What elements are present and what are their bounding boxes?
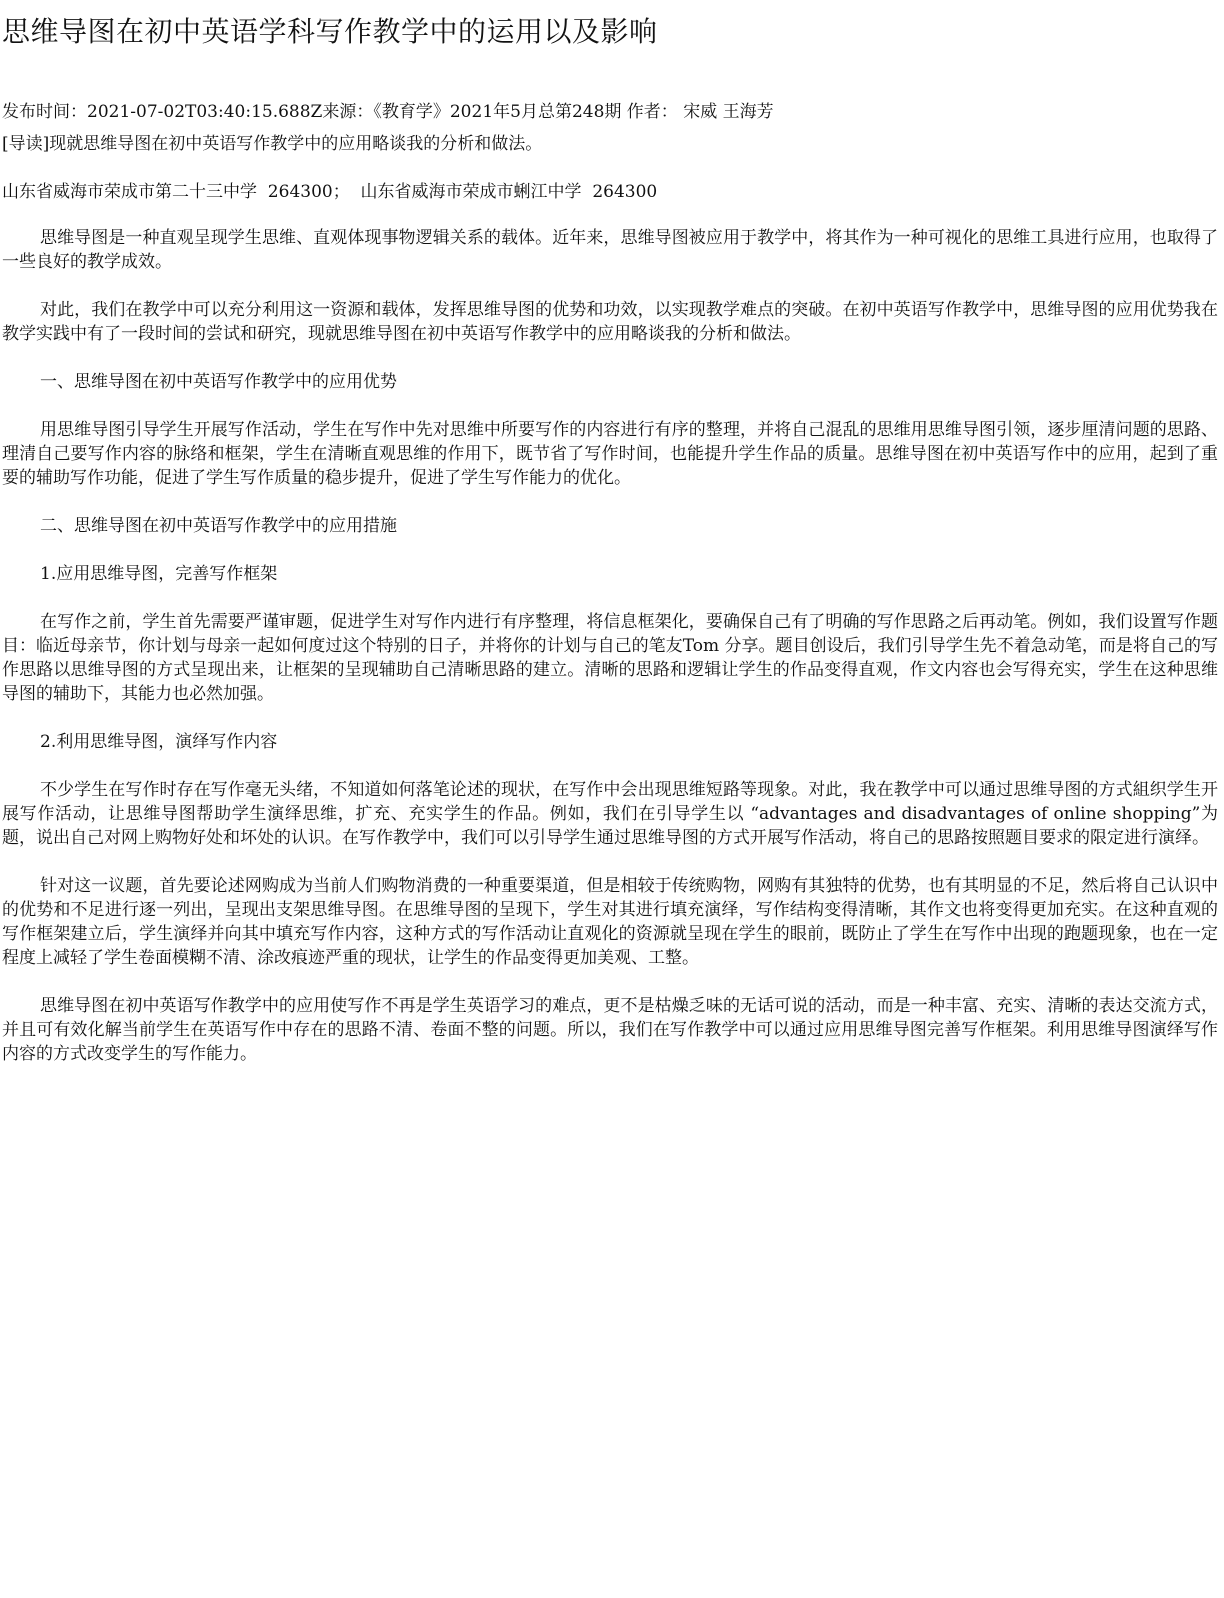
article-title: 思维导图在初中英语学科写作教学中的运用以及影响 [2, 15, 658, 48]
paragraph-2: 对此，我们在教学中可以充分利用这一资源和载体，发挥思维导图的优势和功效，以实现教学难点的突破。在初中英语写作教学中，思维导图的应用优势我在教学实践中有了一段时间的尝试和研究，现就思维导图在初中英语写作教学中的应用略谈我的分析和做法。 [2, 300, 1218, 344]
author-affiliation: 山东省威海市荣成市第二十三中学 264300； 山东省威海市荣成市蜊江中学 264300 [2, 182, 658, 202]
section-heading-2: 二、思维导图在初中英语写作教学中的应用措施 [40, 516, 397, 536]
paragraph-1: 思维导图是一种直观呈现学生思维、直观体现事物逻辑关系的载体。近年来，思维导图被应用于教学中，将其作为一种可视化的思维工具进行应用，也取得了一些良好的教学成效。 [2, 228, 1218, 272]
paragraph-4: 在写作之前，学生首先需要严谨审题，促进学生对写作内进行有序整理，将信息框架化，要确保自己有了明确的写作思路之后再动笔。例如，我们设置写作题目：临近母亲节，你计划与母亲一起如何度过这个特别的日子，并将你的计划与自己的笔友Tom 分享。题目创设后，我们引导学生先不着急动笔，而是将自己的写作思路以思维导图的方式呈现出来，让框架的呈现辅助自己清晰思路的建立。清晰的思路和逻辑让学生的作品变得直观，作文内容也会写得充实，学生在这种思维导图的辅助下，其能力也必然加强。 [2, 612, 1218, 704]
publish-meta: 发布时间：2021-07-02T03:40:15.688Z来源：《教育学》2021年5月总第248期 作者： 宋威 王海芳 [2, 102, 774, 122]
paragraph-3: 用思维导图引导学生开展写作活动，学生在写作中先对思维中所要写作的内容进行有序的整理，并将自己混乱的思维用思维导图引领，逐步厘清问题的思路、理清自己要写作内容的脉络和框架，学生在清晰直观思维的作用下，既节省了写作时间，也能提升学生作品的质量。思维导图在初中英语写作中的应用，起到了重要的辅助写作功能，促进了学生写作质量的稳步提升，促进了学生写作能力的优化。 [2, 420, 1218, 488]
paragraph-6: 针对这一议题，首先要论述网购成为当前人们购物消费的一种重要渠道，但是相较于传统购物，网购有其独特的优势，也有其明显的不足，然后将自己认识中的优势和不足进行逐一列出，呈现出支架思维导图。在思维导图的呈现下，学生对其进行填充演绎，写作结构变得清晰，其作文也将变得更加充实。在这种直观的写作框架建立后，学生演绎并向其中填充写作内容，这种方式的写作活动让直观化的资源就呈现在学生的眼前，既防止了学生在写作中出现的跑题现象，也在一定程度上减轻了学生卷面模糊不清、涂改痕迹严重的现状，让学生的作品变得更加美观、工整。 [2, 876, 1218, 968]
paragraph-7: 思维导图在初中英语写作教学中的应用使写作不再是学生英语学习的难点，更不是枯燥乏味的无话可说的活动，而是一种丰富、充实、清晰的表达交流方式，并且可有效化解当前学生在英语写作中存在的思路不清、卷面不整的问题。所以，我们在写作教学中可以通过应用思维导图完善写作框架。利用思维导图演绎写作内容的方式改变学生的写作能力。 [2, 996, 1218, 1064]
article-page [0, 14, 1222, 1066]
article-lead: [导读]现就思维导图在初中英语写作教学中的应用略谈我的分析和做法。 [2, 134, 543, 154]
paragraph-5: 不少学生在写作时存在写作毫无头绪，不知道如何落笔论述的现状，在写作中会出现思维短路等现象。对此，我在教学中可以通过思维导图的方式組织学生开展写作活动，让思维导图帮助学生演绎思维，扩充、充实学生的作品。例如，我们在引导学生以 “advantages and disadvantages of online shopping”为题，说出自己对网上购物好处和坏处的认识。在写作教学中，我们可以引导学生通过思维导图的方式开展写作活动，将自己的思路按照题目要求的限定进行演绎。 [2, 780, 1218, 848]
subsection-heading-1: 1.应用思维导图，完善写作框架 [40, 564, 278, 584]
section-heading-1: 一、思维导图在初中英语写作教学中的应用优势 [40, 372, 397, 392]
subsection-heading-2: 2.利用思维导图，演绎写作内容 [40, 732, 278, 752]
